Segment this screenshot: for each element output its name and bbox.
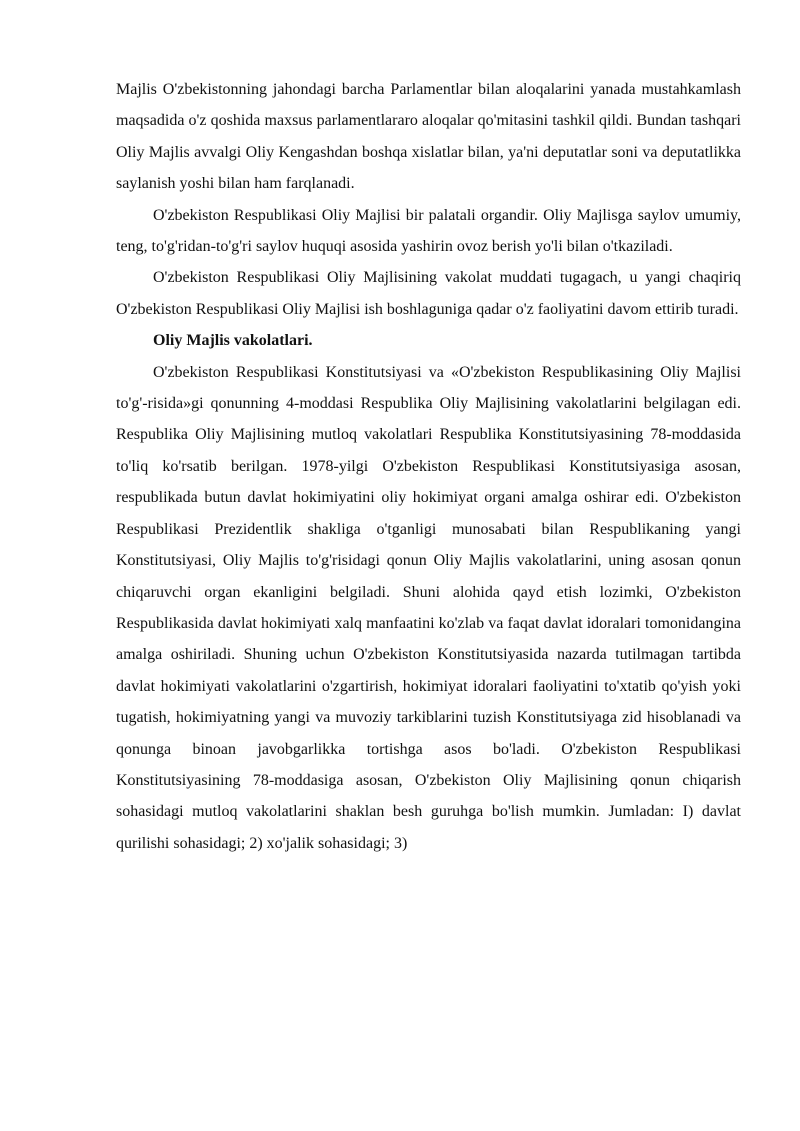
section-heading: Oliy Majlis vakolatlari. [153, 332, 313, 350]
paragraph-term-of-office: O'zbekiston Respublikasi Oliy Majlisining vakolat muddati tugagach, u yangi chaqiriq O'zbekiston Respublikasi Oliy Majlisi ish boshlaguniga qadar o'z faoliyatini davom ettirib turadi. [116, 269, 741, 318]
paragraph-parliamentary-relations: Majlis O'zbekistonning jahondagi barcha Parlamentlar bilan aloqalarini yanada mustahkamlash maqsadida o'z qoshida maxsus parlamentlararo aloqalar qo'mitasini tashkil qildi. Bundan tashqari Oliy Majlis avvalgi Oliy Kengashdan boshqa xislatlar bilan, ya'ni deputatlar soni va deputatlikka saylanish yoshi bilan ham farqlanadi. [116, 81, 741, 193]
paragraph-unicameral-body: O'zbekiston Respublikasi Oliy Majlisi bir palatali organdir. Oliy Majlisga saylov umumiy, teng, to'g'ridan-to'g'ri saylov huquqi asosida yashirin ovoz berish yo'li bilan o'tkaziladi. [116, 206, 741, 256]
paragraph-powers: O'zbekiston Respublikasi Konstitutsiyasi va «O'zbekiston Respublikasining Oliy Majlisi to'g'-risida»gi qonunning 4-moddasi Respublika Oliy Majlisining vakolatlarini belgilagan edi. Respublika Oliy Majlisining mutloq vakolatlari Respublika Konstitutsiyasining 78-moddasida to'liq ko'rsatib berilgan. 1978-yilgi O'zbekiston Respublikasi Konstitutsiyasiga asosan, respublikada butun davlat hokimiyatini oliy hokimiyat organi amalga oshirar edi. O'zbekiston Respublikasi Prezidentlik shakliga o'tganligi munosabati bilan Respublikaning yangi Konstitutsiyasi, Oliy Majlis to'g'risidagi qonun Oliy Majlis vakolatlarini, uning asosan qonun chiqaruvchi organ ekanligini belgiladi. Shuni alohida qayd etish lozimki, O'zbekiston Respublikasida davlat hokimiyati xalq manfaatini ko'zlab va faqat davlat idoralari tomonidangina amalga oshiriladi. Shuning uchun O'zbekiston Konstitutsiyasida nazarda tutilmagan tartibda davlat hokimiyati vakolatlarini o'zgartirish, hokimiyat idoralari faoliyatini to'xtatib qo'yish yoki tugatish, hokimiyatning yangi va muvoziy tarkiblarini tuzish Konstitutsiyaga zid hisoblanadi va qonunga binoan javobgarlikka tortishga asos bo'ladi. O'zbekiston Respublikasi Konstitutsiyasining 78-moddasiga asosan, O'zbekiston Oliy Majlisining qonun chiqarish sohasidagi mutloq vakolatlarini shaklan besh guruhga bo'lish mumkin. Jumladan: I) davlat qurilishi sohasidagi; 2) xo'jalik sohasidagi; 3) [116, 363, 741, 852]
document-page [116, 74, 741, 859]
